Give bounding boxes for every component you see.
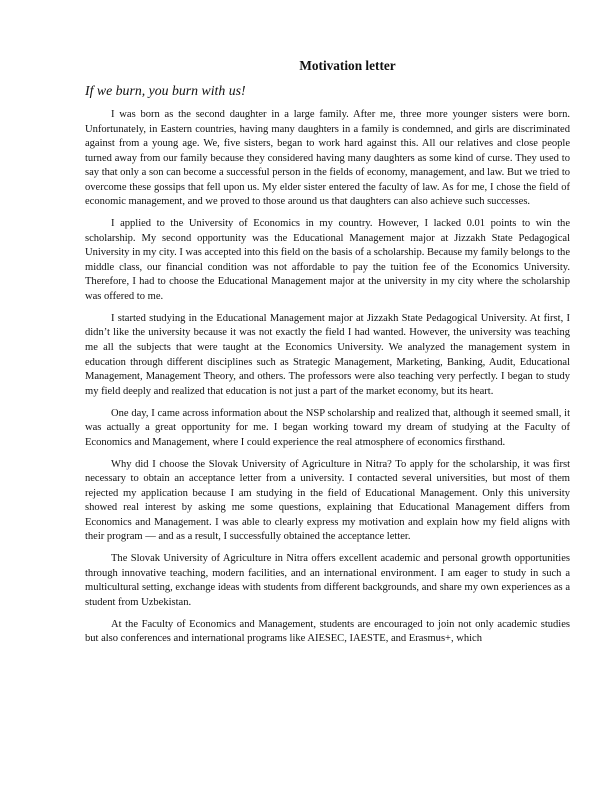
paragraph-6: The Slovak University of Agriculture in Nitra offers excellent academic and personal growth opportunities through innovative teaching, modern facilities, and an international environment. I am eager to study in such a multicultural setting, exchange ideas with students from different backgrounds, and share my own experiences as a student from Uzbekistan.: [85, 553, 570, 608]
paragraph-7: At the Faculty of Economics and Management, students are encouraged to join not only academic studies but also conferences and international programs like AIESEC, IAESTE, and Erasmus+, which: [85, 618, 570, 645]
paragraph-5: Why did I choose the Slovak University of Agriculture in Nitra? To apply for the scholarship, it was first necessary to obtain an acceptance letter from a university. I contacted several universities, but most of them rejected my application because I am studying in the field of Educational Management. Only this university showed real interest by asking me some questions, explaining that Educational Management differs from Economics and Management. I was able to clearly express my motivation and explain how my field aligns with their program — and as a result, I successfully obtained the acceptance letter.: [85, 458, 570, 543]
paragraph-3: I started studying in the Educational Management major at Jizzakh State Pedagogical University. At first, I didn’t like the university because it was not exactly the field I had wanted. However, the university was teaching me all the subjects that were taught at the Economics University. We analyzed the management system in education through different disciplines such as Strategic Management, Marketing, Banking, Audit, Educational Management, Management Theory, and others. The professors were also teaching very perfectly. I began to study my field deeply and realized that education is not just a part of the market economy, but its heart.: [85, 312, 570, 397]
paragraph-1: I was born as the second daughter in a large family. After me, three more younger sisters were born. Unfortunately, in Eastern countries, having many daughters in a family is condemned, and girls are discriminated against from a young age. We, five sisters, began to work hard against this. All our relatives and close people turned away from our family because they considered having many daughters as some kind of curse. They used to say that only a son can become a successful person in the fields of economy, management, and law. But we tried to overcome these gossips that fell upon us. My elder sister entered the faculty of law. As for me, I chose the field of economic management, and we proved to those around us that daughters can also achieve such successes.: [85, 109, 570, 208]
paragraph-2: I applied to the University of Economics in my country. However, I lacked 0.01 points to win the scholarship. My second opportunity was the Educational Management major at Jizzakh State Pedagogical University in my city. I was accepted into this field on the basis of a scholarship. Because my family belongs to the middle class, our financial condition was not affordable to pay the tuition fee of the Economics University. Therefore, I had to choose the Educational Management major at the university in my city where the scholarship was offered to me.: [85, 218, 570, 302]
paragraph-4: One day, I came across information about the NSP scholarship and realized that, although it seemed small, it was actually a great opportunity for me. I began working toward my dream of studying at the Faculty of Economics and Management, where I could experience the real atmosphere of economics firsthand.: [85, 407, 570, 448]
page-title: Motivation letter: [299, 58, 396, 73]
motto: If we burn, you burn with us!: [85, 83, 246, 98]
